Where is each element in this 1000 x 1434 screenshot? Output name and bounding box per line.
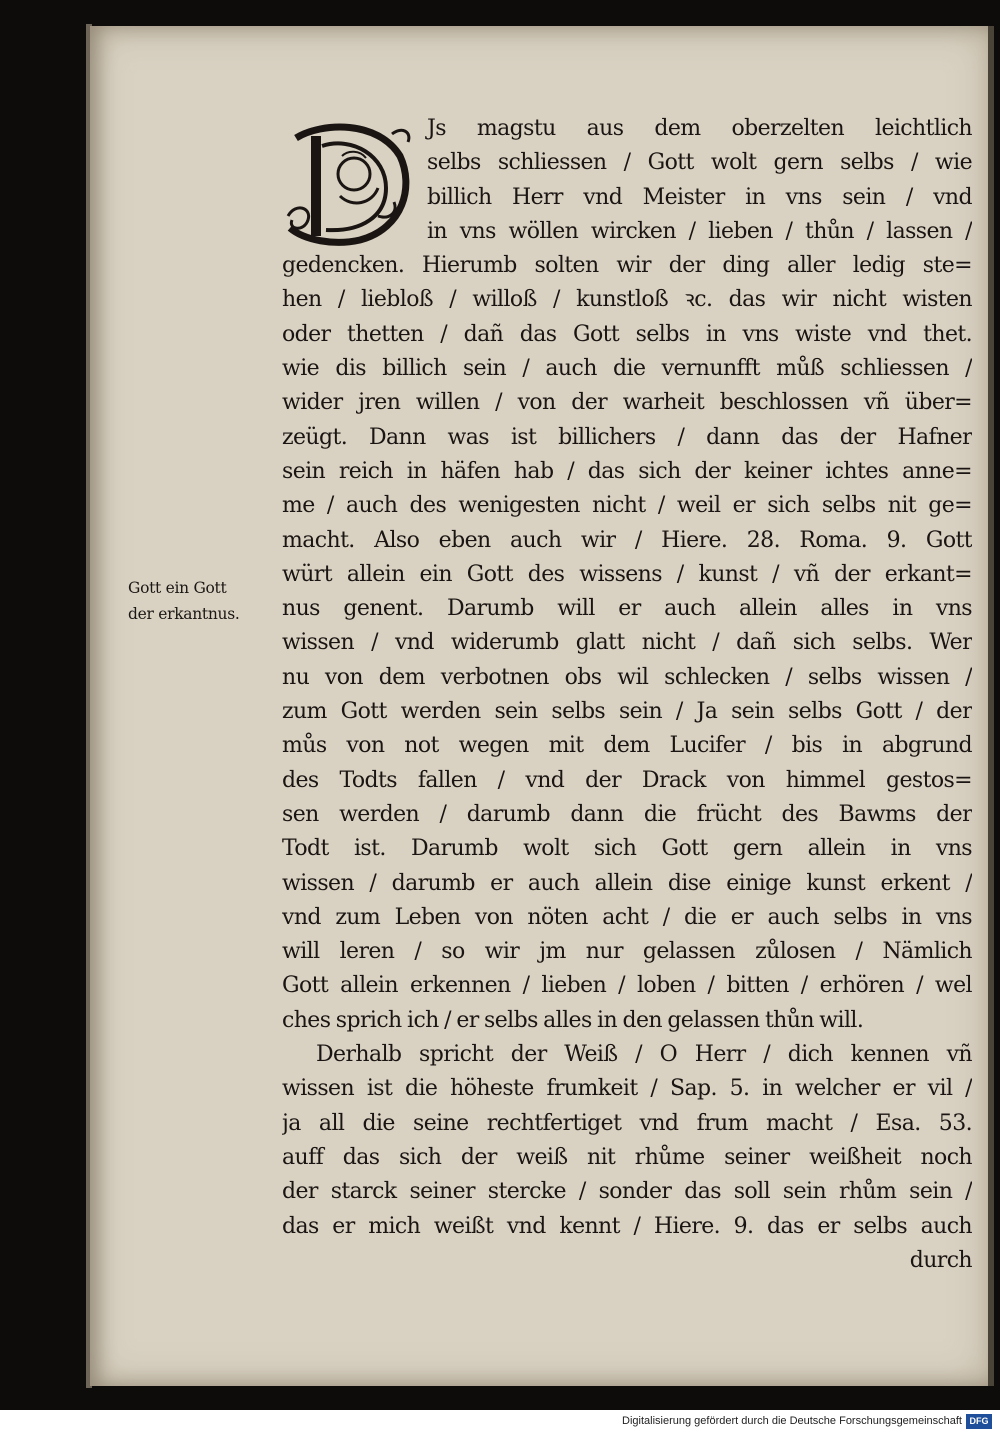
text-line: wissen ist die höheste frumkeit / Sap. 5. in welcher er vil / [282, 1076, 972, 1102]
marginal-note [128, 575, 278, 627]
text-line: gedencken. Hierumb solten wir der ding aller ledig ste= [282, 253, 972, 279]
text-line: das er mich weißt vnd kennt / Hiere. 9. das er selbs auch [282, 1213, 972, 1239]
initial-letter: D [344, 131, 354, 145]
text-line: nu von dem verbotnen obs wil schlecken / selbs wissen / [282, 664, 972, 690]
text-line: des Todts fallen / vnd der Drack von himmel gestos= [282, 767, 972, 793]
text-line: Js magstu aus dem oberzelten leichtlich [427, 116, 972, 141]
marginal-note-line-2: der erkantnus. [128, 605, 240, 623]
text-line: selbs schliessen / Gott wolt gern selbs / wie [427, 150, 972, 176]
text-line: sein reich in häfen hab / das sich der keiner ichtes anne= [282, 458, 972, 484]
text-line: macht. Also eben auch wir / Hiere. 28. Roma. 9. Gott [282, 527, 972, 553]
text-line: sen werden / darumb dann die frücht des Bawms der [282, 801, 972, 827]
text-line: ches sprich ich / er selbs alles in den gelassen thůn will. [282, 1007, 864, 1033]
text-line: me / auch des wenigesten nicht / weil er sich selbs nit ge= [282, 493, 972, 519]
text-line: in vns wöllen wircken / lieben / thůn / lassen / [427, 218, 972, 244]
text-line: billich Herr vnd Meister in vns sein / vnd [427, 184, 972, 210]
text-line: ja all die seine rechtfertiget vnd frum macht / Esa. 53. [282, 1110, 972, 1136]
footer-credit: Digitalisierung gefördert durch die Deutsche Forschungsgemeinschaft [622, 1415, 962, 1427]
text-line: Todt ist. Darumb wolt sich Gott gern allein in vns [282, 836, 972, 862]
text-line: wissen / vnd widerumb glatt nicht / dañ sich selbs. Wer [282, 630, 972, 656]
text-line: der starck seiner stercke / sonder das soll sein rhům sein / [282, 1179, 972, 1205]
text-line: můs von not wegen mit dem Lucifer / bis in abgrund [282, 733, 972, 759]
text-line: nus genent. Darumb will er auch allein alles in vns [282, 596, 972, 622]
catchword: durch [909, 1247, 972, 1273]
digitization-footer [0, 1410, 1000, 1434]
text-line: vnd zum Leben von nöten acht / die er auch selbs in vns [282, 904, 972, 930]
body-text-block [282, 112, 972, 1278]
dfg-logo-icon: DFG [966, 1414, 992, 1429]
text-line: zum Gott werden sein selbs sein / Ja sein selbs Gott / der [282, 699, 972, 725]
text-line: wider jren willen / von der warheit beschlossen vñ über= [282, 390, 972, 416]
text-line: oder thetten / dañ das Gott selbs in vns wiste vnd thet. [282, 321, 972, 347]
text-line: Gott allein erkennen / lieben / loben / bitten / erhören / wel [282, 973, 972, 999]
text-line: hen / liebloß / willoß / kunstloß ꝛc. das wir nicht wisten [282, 287, 972, 313]
decorated-initial-d [282, 116, 416, 248]
text-line: zeügt. Dann was ist billichers / dann das der Hafner [282, 424, 972, 450]
page-right-edge [988, 26, 994, 1386]
text-line: würt allein ein Gott des wissens / kunst / vñ der erkant= [282, 561, 972, 587]
text-line: wie dis billich sein / auch die vernunfft můß schliessen / [282, 356, 972, 382]
text-line-paragraph-start: Derhalb spricht der Weiß / O Herr / dich kennen vñ [316, 1042, 972, 1068]
text-line: wissen / darumb er auch allein dise einige kunst erkent / [282, 870, 972, 896]
text-line: auff das sich der weiß nit rhůme seiner weißheit noch [282, 1144, 972, 1170]
text-line: will leren / so wir jm nur gelassen zůlosen / Nämlich [282, 939, 972, 965]
marginal-note-line-1: Gott ein Gott [128, 579, 227, 597]
